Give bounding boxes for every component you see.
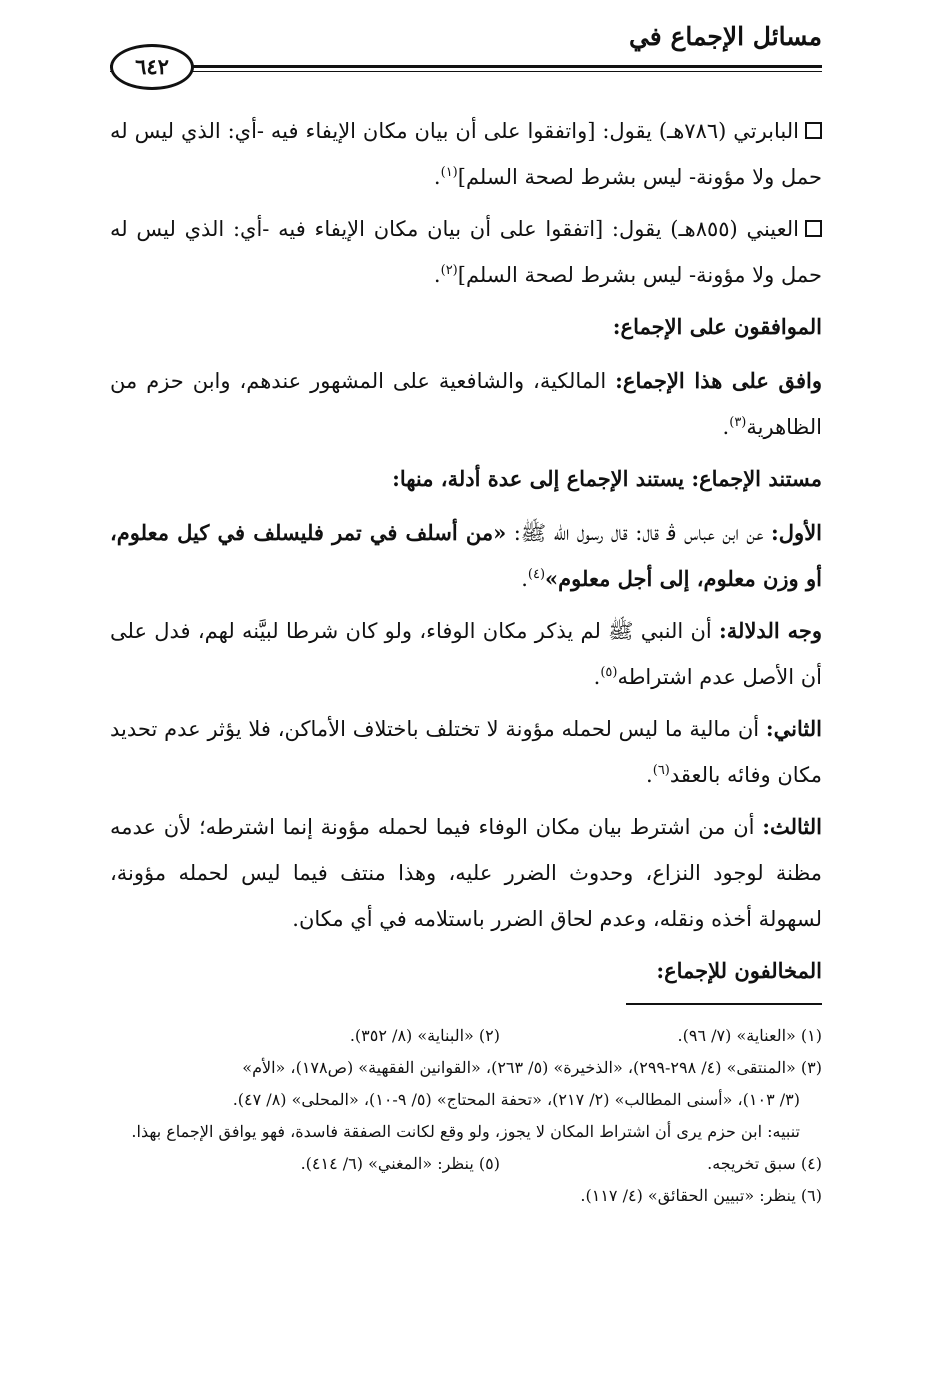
paragraph-end: . <box>521 567 528 591</box>
paragraph-label: العيني (٨٥٥هـ) يقول: <box>611 217 799 241</box>
paragraph-label: وجه الدلالة: <box>719 618 822 643</box>
paragraph-second-evidence <box>110 706 822 798</box>
paragraph-label: الثاني: <box>765 716 822 741</box>
paragraph-text: المالكية، والشافعية على المشهور عندهم، وابن حزم من الظاهرية <box>110 369 822 439</box>
footnote-row <box>110 1148 822 1180</box>
footnotes <box>110 1020 822 1212</box>
paragraph-end: . <box>433 165 441 189</box>
paragraph-text: [اتفقوا على أن بيان مكان الإيفاء فيه -أي: الذي ليس له حمل ولا مؤونة- ليس بشرط لصحة السلم] <box>110 217 822 287</box>
paragraph-babarti <box>110 108 822 200</box>
paragraph-label: الأول: <box>771 520 823 545</box>
hadith-quote: «من أسلف في تمر فليسلف في كيل معلوم، أو وزن معلوم، إلى أجل معلوم» <box>110 520 822 591</box>
footnote-note: تنبيه: ابن حزم يرى أن اشتراط المكان لا يجوز، ولو وقع لكانت الصفقة فاسدة، فهو يوافق الإجماع بهذا. <box>131 1122 800 1141</box>
running-title: مسائل الإجماع في <box>628 22 822 51</box>
paragraph-text: أن مالية ما ليس لحمله مؤونة لا تختلف باختلاف الأماكن، فلا يؤثر عدم تحديد مكان وفائه بالعقد <box>110 717 822 787</box>
footnote-3-continued: (٣/ ١٠٣)، «أسنى المطالب» (٢/ ٢١٧)، «تحفة المحتاج» (٥/ ٩-١٠)، «المحلى» (٨/ ٤٧). <box>232 1090 800 1109</box>
paragraph-text: [واتفقوا على أن بيان مكان الإيفاء فيه -أي: الذي ليس له حمل ولا مؤونة- ليس بشرط لصحة السلم] <box>110 119 822 189</box>
paragraph-label: الثالث: <box>762 814 822 839</box>
square-bullet-icon <box>805 122 822 139</box>
paragraph-text: أن من اشترط بيان مكان الوفاء فيما لحمله مؤونة إنما اشترطه؛ لأن عدمه مظنة لوجود النزاع، وحدوث الضرر عليه، وهذا منتف فيما ليس لحمله مؤونة، لسهولة أخذه ونقله، وعدم لحاق الضرر باستلامه في أي مكان. <box>110 815 822 931</box>
paragraph-text: أن النبي ﷺ لم يذكر مكان الوفاء، ولو كان شرطا لبيَّنه لهم، فدل على أن الأصل عدم اشتراطه <box>110 619 822 689</box>
page-number: ٦٤٢ <box>110 44 194 90</box>
footnote-ref: (٢) <box>440 263 458 278</box>
paragraph-text: عن ابن عباس ﭬ قال: قال رسول الله ﷺ: <box>506 521 772 545</box>
paragraph-end: . <box>646 763 653 787</box>
footnote-ref: (٤) <box>527 567 546 582</box>
paragraph-ayni <box>110 206 822 298</box>
footnote-row <box>110 1020 822 1052</box>
footnote-ref: (٦) <box>652 763 670 778</box>
main-text <box>110 108 822 1002</box>
paragraph-label: وافق على هذا الإجماع: <box>615 368 822 393</box>
header-rule <box>110 65 822 68</box>
page-header <box>110 22 822 88</box>
footnote-5: (٥) ينظر: «المغني» (٦/ ٤١٤). <box>300 1154 500 1173</box>
heading-basis: مستند الإجماع: يستند الإجماع إلى عدة أدلة، منها: <box>392 466 822 491</box>
footnote-separator <box>626 1003 822 1005</box>
footnote-4: (٤) سبق تخريجه. <box>707 1154 822 1173</box>
footnote-3: (٣) «المنتقى» (٤/ ٢٩٨-٢٩٩)، «الذخيرة» (٥/ ٢٦٣)، «القوانين الفقهية» (ص١٧٨)، «الأم» <box>242 1058 822 1077</box>
paragraph-label: البابرتي (٧٨٦هـ) يقول: <box>602 119 799 143</box>
footnote-ref: (١) <box>440 165 458 180</box>
header-rule-thin <box>110 71 822 72</box>
square-bullet-icon <box>805 220 822 237</box>
heading-dissenting: المخالفون للإجماع: <box>656 958 822 983</box>
footnote-1: (١) «العناية» (٧/ ٩٦). <box>677 1026 822 1045</box>
paragraph-end: . <box>722 415 730 439</box>
paragraph-third-evidence <box>110 804 822 942</box>
paragraph-end: . <box>593 665 601 689</box>
footnote-ref: (٣) <box>729 415 747 430</box>
paragraph-agreeing <box>110 358 822 450</box>
heading-agreeing: الموافقون على الإجماع: <box>612 314 822 339</box>
paragraph-indication <box>110 608 822 700</box>
footnote-6: (٦) ينظر: «تبيين الحقائق» (٤/ ١١٧). <box>580 1186 822 1205</box>
footnote-ref: (٥) <box>600 665 618 680</box>
paragraph-first-evidence <box>110 510 822 602</box>
footnote-2: (٢) «البناية» (٨/ ٣٥٢). <box>349 1026 500 1045</box>
paragraph-end: . <box>433 263 441 287</box>
